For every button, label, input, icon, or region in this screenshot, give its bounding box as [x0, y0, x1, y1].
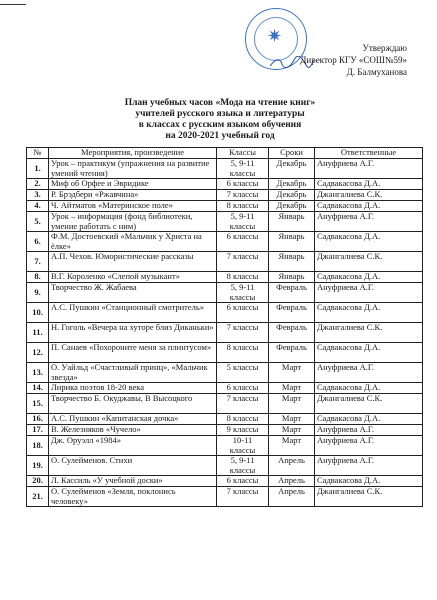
row-classes: 8 классы [217, 414, 269, 425]
row-responsible: Ануфриева А.Г. [315, 283, 423, 303]
row-responsible: Садвакасова Д.А. [315, 343, 423, 363]
header-number: № [27, 148, 49, 159]
row-event: Миф об Орфее и Эвридике [49, 179, 217, 190]
row-month: Март [269, 383, 315, 394]
row-month: Январь [269, 272, 315, 283]
row-month: Февраль [269, 283, 315, 303]
row-responsible: Ануфриева А.Г. [315, 159, 423, 179]
table-row [27, 383, 423, 394]
header-responsible: Ответственные [315, 148, 423, 159]
row-responsible: Садвакасова Д.А. [315, 179, 423, 190]
table-row [27, 232, 423, 252]
row-month: Март [269, 425, 315, 436]
row-month: Апрель [269, 487, 315, 507]
row-number: 19. [27, 456, 49, 476]
row-month: Март [269, 414, 315, 425]
row-month: Февраль [269, 343, 315, 363]
row-number: 10. [27, 303, 49, 323]
approval-position: Директор КГУ «СОШ№59» [300, 55, 407, 65]
row-classes: 8 классы [217, 343, 269, 363]
row-month: Январь [269, 252, 315, 272]
row-responsible: Ануфриева А.Г. [315, 436, 423, 456]
plan-table-body [27, 159, 423, 507]
row-event: В. Железняков «Чучело» [49, 425, 217, 436]
row-number: 14. [27, 383, 49, 394]
row-responsible: Ануфриева А.Г. [315, 425, 423, 436]
approval-block [300, 42, 407, 78]
header-classes: Классы [217, 148, 269, 159]
row-event: Лирика поэтов 18-20 века [49, 383, 217, 394]
row-responsible: Садвакасова Д.А. [315, 201, 423, 212]
title-line-4: на 2020-2021 учебный год [165, 131, 275, 141]
row-classes: 5, 9-11 классы [217, 159, 269, 179]
row-responsible: Джангалиева С.К. [315, 323, 423, 343]
row-event: Урок – практикум (упражнения на развитие умений чтения) [49, 159, 217, 179]
row-responsible: Джангалиева С.К. [315, 190, 423, 201]
row-event: А.С. Пушкин «Станционный смотритель» [49, 303, 217, 323]
row-responsible: Джангалиева С.К. [315, 394, 423, 414]
row-classes: 5, 9-11 классы [217, 212, 269, 232]
row-event: Р. Брэдбери «Ржавчина» [49, 190, 217, 201]
row-event: Урок – информация (фонд библиотеки, умение работать с ним) [49, 212, 217, 232]
row-number: 18. [27, 436, 49, 456]
row-event: О. Уайльд «Счастливый принц», «Мальчик звезда» [49, 363, 217, 383]
title-line-3: в классах с русским языком обучения [138, 120, 302, 130]
table-row [27, 394, 423, 414]
row-responsible: Садвакасова Д.А. [315, 414, 423, 425]
table-row [27, 201, 423, 212]
row-responsible: Ануфриева А.Г. [315, 212, 423, 232]
title-line-2: учителей русского языка и литературы [135, 109, 305, 119]
row-event: А.П. Чехов. Юмористические рассказы [49, 252, 217, 272]
table-row [27, 456, 423, 476]
row-number: 21. [27, 487, 49, 507]
row-classes: 8 классы [217, 201, 269, 212]
row-number: 12. [27, 343, 49, 363]
row-number: 1. [27, 159, 49, 179]
row-classes: 8 классы [217, 272, 269, 283]
table-row [27, 303, 423, 323]
seal-emblem-icon: ✷ [267, 26, 283, 47]
row-responsible: Садвакасова Д.А. [315, 272, 423, 283]
row-number: 5. [27, 212, 49, 232]
table-row [27, 272, 423, 283]
row-month: Декабрь [269, 159, 315, 179]
row-month: Апрель [269, 476, 315, 487]
row-responsible: Садвакасова Д.А. [315, 383, 423, 394]
row-month: Март [269, 394, 315, 414]
row-event: О. Сулейменов «Земля, поклонись человеку» [49, 487, 217, 507]
row-classes: 6 классы [217, 383, 269, 394]
row-classes: 6 классы [217, 303, 269, 323]
row-number: 16. [27, 414, 49, 425]
row-event: Ч. Айтматов «Материнское поле» [49, 201, 217, 212]
row-responsible: Садвакасова Д.А. [315, 303, 423, 323]
row-responsible: Ануфриева А.Г. [315, 363, 423, 383]
row-number: 15. [27, 394, 49, 414]
table-header-row [27, 148, 423, 159]
row-classes: 5, 9-11 классы [217, 283, 269, 303]
row-event: Дж. Оруэлл «1984» [49, 436, 217, 456]
row-event: Творчество Б. Окуджавы, В Высоцкого [49, 394, 217, 414]
row-month: Апрель [269, 456, 315, 476]
header-event: Мероприятия, произведение [49, 148, 217, 159]
row-month: Декабрь [269, 190, 315, 201]
table-row [27, 212, 423, 232]
table-row [27, 159, 423, 179]
row-responsible: Садвакасова Д.А. [315, 232, 423, 252]
title-line-1: План учебных часов «Мода на чтение книг» [124, 98, 316, 108]
row-number: 20. [27, 476, 49, 487]
table-row [27, 323, 423, 343]
approval-heading: Утверждаю [362, 43, 407, 53]
row-number: 3. [27, 190, 49, 201]
row-event: А.С. Пушкин «Капитанская дочка» [49, 414, 217, 425]
row-number: 9. [27, 283, 49, 303]
row-classes: 6 классы [217, 232, 269, 252]
row-classes: 7 классы [217, 190, 269, 201]
row-event: О. Сулейменов. Стихи [49, 456, 217, 476]
row-classes: 7 классы [217, 394, 269, 414]
row-number: 17. [27, 425, 49, 436]
row-classes: 10-11 классы [217, 436, 269, 456]
row-event: Творчество Ж. Жабаева [49, 283, 217, 303]
table-row [27, 363, 423, 383]
row-event: В.Г. Короленко «Слепой музыкант» [49, 272, 217, 283]
row-classes: 7 классы [217, 487, 269, 507]
row-month: Декабрь [269, 201, 315, 212]
row-number: 6. [27, 232, 49, 252]
row-classes: 7 классы [217, 252, 269, 272]
row-month: Январь [269, 232, 315, 252]
row-responsible: Ануфриева А.Г. [315, 456, 423, 476]
row-month: Февраль [269, 303, 315, 323]
row-number: 11. [27, 323, 49, 343]
row-number: 2. [27, 179, 49, 190]
row-classes: 6 классы [217, 476, 269, 487]
table-row [27, 283, 423, 303]
row-responsible: Джангалиева С.К. [315, 487, 423, 507]
row-month: Март [269, 363, 315, 383]
row-month: Декабрь [269, 179, 315, 190]
row-classes: 5, 9-11 классы [217, 456, 269, 476]
table-row [27, 179, 423, 190]
row-classes: 5 классы [217, 363, 269, 383]
row-responsible: Джангалиева С.К. [315, 252, 423, 272]
row-classes: 7 классы [217, 323, 269, 343]
table-row [27, 425, 423, 436]
header-dates: Сроки [269, 148, 315, 159]
table-row [27, 343, 423, 363]
row-number: 8. [27, 272, 49, 283]
corner-mark [0, 4, 26, 5]
row-number: 13. [27, 363, 49, 383]
row-number: 4. [27, 201, 49, 212]
table-row [27, 487, 423, 507]
table-row [27, 252, 423, 272]
table-row [27, 190, 423, 201]
row-number: 7. [27, 252, 49, 272]
table-row [27, 436, 423, 456]
plan-title [60, 98, 380, 142]
row-responsible: Садвакасова Д.А. [315, 476, 423, 487]
row-month: Март [269, 436, 315, 456]
row-month: Январь [269, 212, 315, 232]
plan-table [26, 147, 423, 507]
row-month: Февраль [269, 323, 315, 343]
row-classes: 9 классы [217, 425, 269, 436]
row-event: Н. Гоголь «Вечера на хуторе близ Диканьки» [49, 323, 217, 343]
row-event: Ф.М. Достоевский «Мальчик у Христа на ёлке» [49, 232, 217, 252]
row-event: П. Санаев «Похороните меня за плинтусом» [49, 343, 217, 363]
table-row [27, 414, 423, 425]
row-event: Л. Кассиль «У учебной доски» [49, 476, 217, 487]
table-row [27, 476, 423, 487]
row-classes: 6 классы [217, 179, 269, 190]
approval-name: Д. Балмуханова [346, 67, 407, 77]
